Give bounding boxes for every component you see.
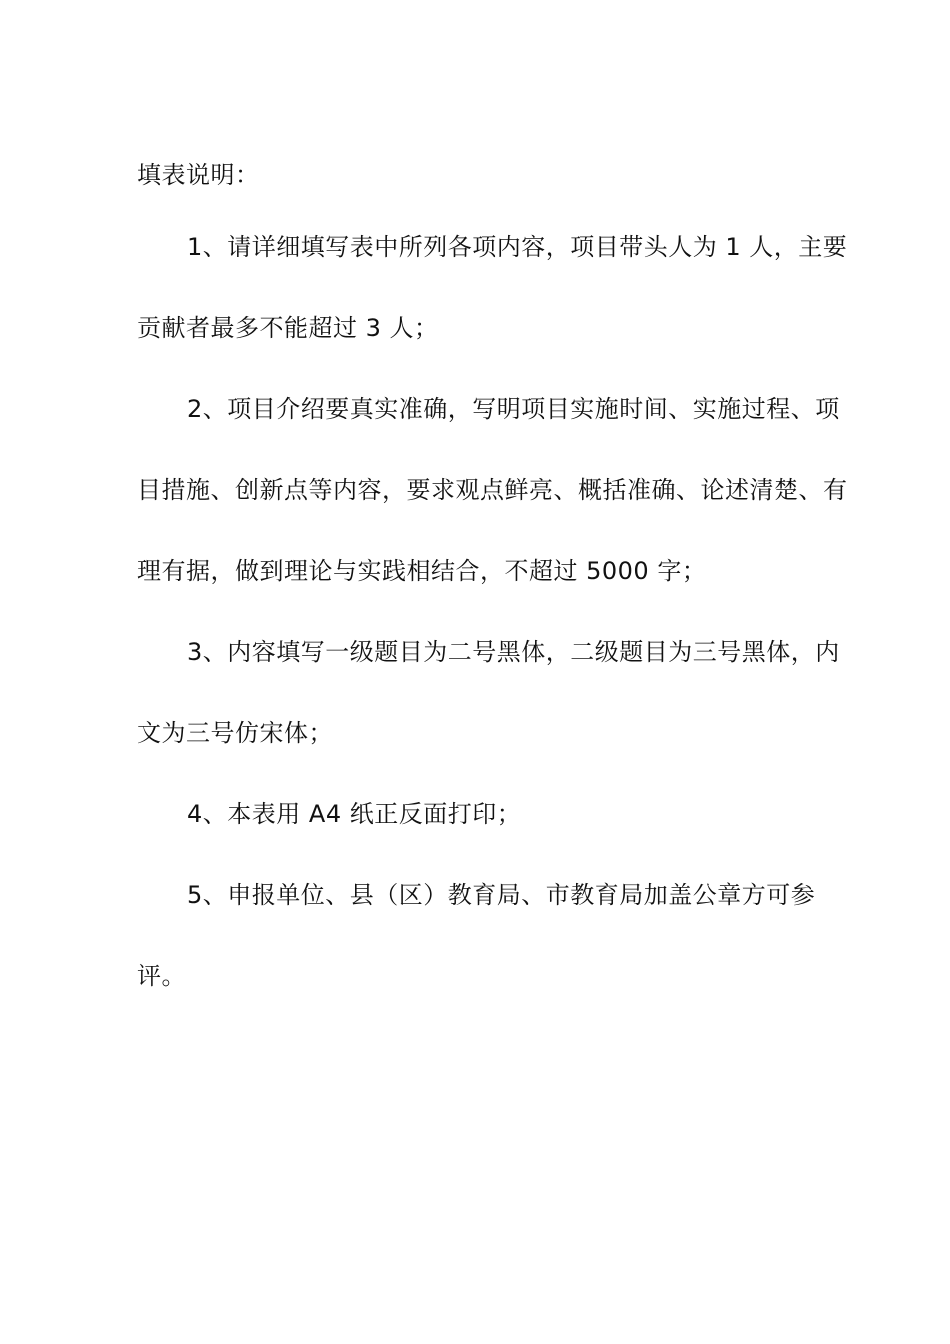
instruction-item-5: 5、申报单位、县（区）教育局、市教育局加盖公章方可参评。 [137,881,816,990]
instruction-item-4: 4、本表用 A4 纸正反面打印； [187,800,522,828]
instructions-section [137,152,849,1017]
instructions-heading: 填表说明： [137,161,260,189]
instruction-item-1: 1、请详细填写表中所列各项内容，项目带头人为 1 人，主要贡献者最多不能超过 3 人； [137,233,848,342]
instruction-item-3: 3、内容填写一级题目为二号黑体，二级题目为三号黑体，内文为三号仿宋体； [137,638,840,747]
instruction-item-2: 2、项目介绍要真实准确，写明项目实施时间、实施过程、项目措施、创新点等内容，要求观点鲜亮、概括准确、论述清楚、有理有据，做到理论与实践相结合，不超过 5000 字； [137,395,848,585]
